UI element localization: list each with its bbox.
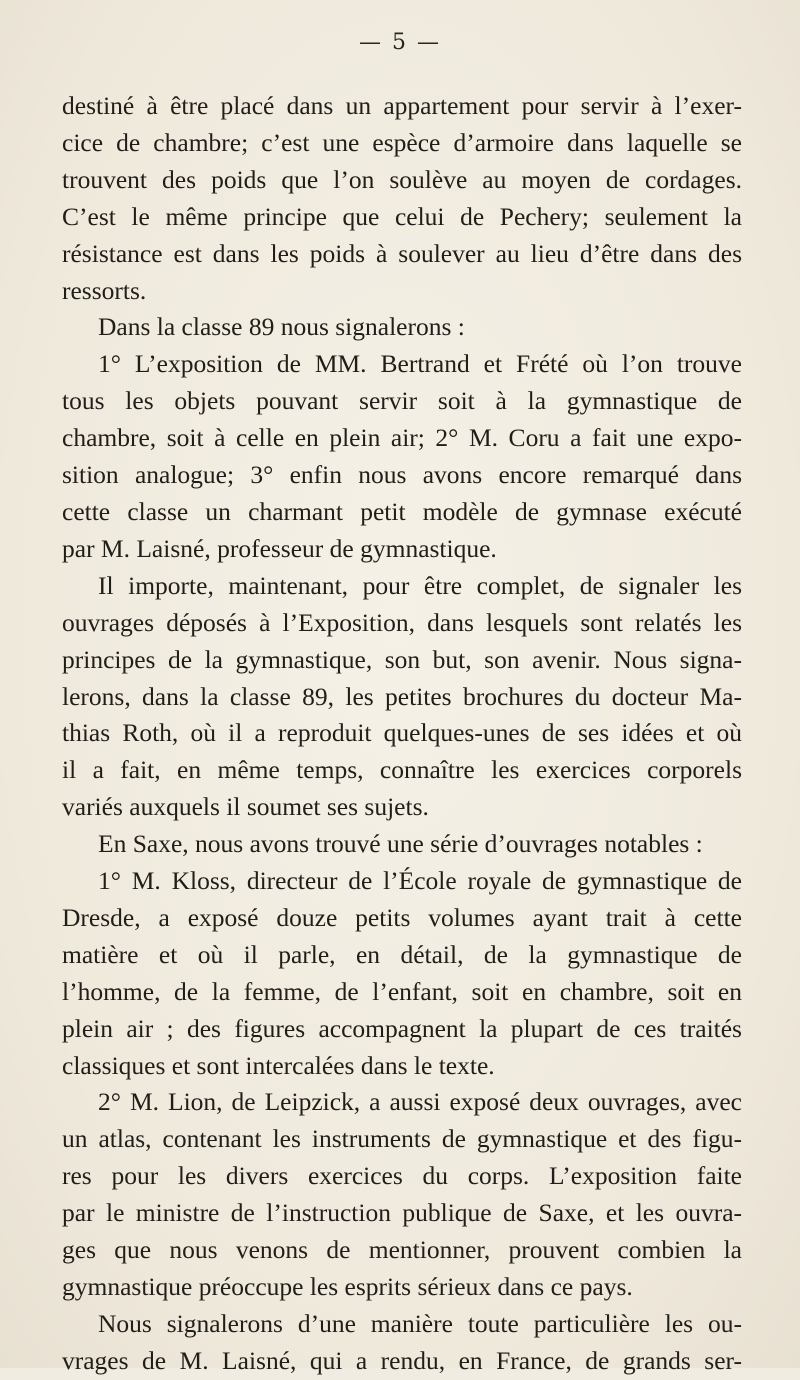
text-line: l’homme, de la femme, de l’enfant, soit en chambre, soit en: [62, 976, 742, 1006]
text-line: ressorts.: [62, 275, 147, 305]
text-line: 1° M. Kloss, directeur de l’École royale de gymnastique de: [98, 866, 742, 896]
text-line: Il importe, maintenant, pour être complet, de signaler les: [98, 570, 742, 600]
text-line: résistance est dans les poids à soulever au lieu d’être dans des: [62, 238, 742, 268]
text-line: chambre, soit à celle en plein air; 2° M. Coru a fait une expo-: [62, 423, 742, 453]
text-line: vrages de M. Laisné, qui a rendu, en France, de grands ser-: [62, 1345, 742, 1375]
text-line: res pour les divers exercices du corps. L’exposition faite: [62, 1161, 742, 1191]
text-line: cice de chambre; c’est une espèce d’armoire dans laquelle se: [62, 127, 742, 157]
text-line: thias Roth, où il a reproduit quelques-unes de ses idées et où: [62, 718, 742, 748]
text-line: variés auxquels il soumet ses sujets.: [62, 792, 429, 822]
text-line: 2° M. Lion, de Leipzick, a aussi exposé deux ouvrages, avec: [98, 1087, 742, 1117]
text-line: gymnastique préoccupe les esprits sérieux dans ce pays.: [62, 1272, 633, 1301]
text-line: Dresde, a exposé douze petits volumes ayant trait à cette: [62, 902, 742, 932]
page-number: — 5 —: [359, 30, 441, 55]
text-line: En Saxe, nous avons trouvé une série d’ouvrages notables :: [98, 829, 703, 859]
text-line: lerons, dans la classe 89, les petites brochures du docteur Ma-: [62, 681, 742, 711]
text-line: un atlas, contenant les instruments de gymnastique et des figu-: [62, 1124, 742, 1154]
text-line: ouvrages déposés à l’Exposition, dans lesquels sont relatés les: [62, 607, 742, 637]
text-line: par le ministre de l’instruction publique de Saxe, et les ouvra-: [62, 1198, 742, 1228]
text-line: principes de la gymnastique, son but, son avenir. Nous signa-: [62, 644, 742, 674]
text-line: C’est le même principe que celui de Pechery; seulement la: [62, 201, 742, 231]
text-line: il a fait, en même temps, connaître les exercices corporels: [62, 755, 742, 785]
text-line: sition analogue; 3° enfin nous avons encore remarqué dans: [62, 460, 742, 490]
body-text: [62, 88, 742, 1380]
text-line: 1° L’exposition de MM. Bertrand et Frété où l’on trouve: [98, 349, 742, 379]
text-line: matière et où il parle, en détail, de la gymnastique de: [62, 939, 742, 969]
text-line: tous les objets pouvant servir soit à la gymnastique de: [62, 386, 742, 416]
text-line: cette classe un charmant petit modèle de gymnase exécuté: [62, 496, 742, 526]
text-line: plein air ; des figures accompagnent la plupart de ces traités: [62, 1013, 742, 1043]
text-line: trouvent des poids que l’on soulève au moyen de cordages.: [62, 164, 742, 194]
text-line: par M. Laisné, professeur de gymnastique.: [62, 533, 497, 563]
text-line: Dans la classe 89 nous signalerons :: [98, 312, 465, 342]
text-line: destiné à être placé dans un appartement pour servir à l’exer-: [62, 91, 742, 120]
text-line: Nous signalerons d’une manière toute particulière les ou-: [98, 1308, 742, 1338]
text-line: ges que nous venons de mentionner, prouvent combien la: [62, 1235, 742, 1265]
text-line: classiques et sont intercalées dans le texte.: [62, 1050, 495, 1080]
